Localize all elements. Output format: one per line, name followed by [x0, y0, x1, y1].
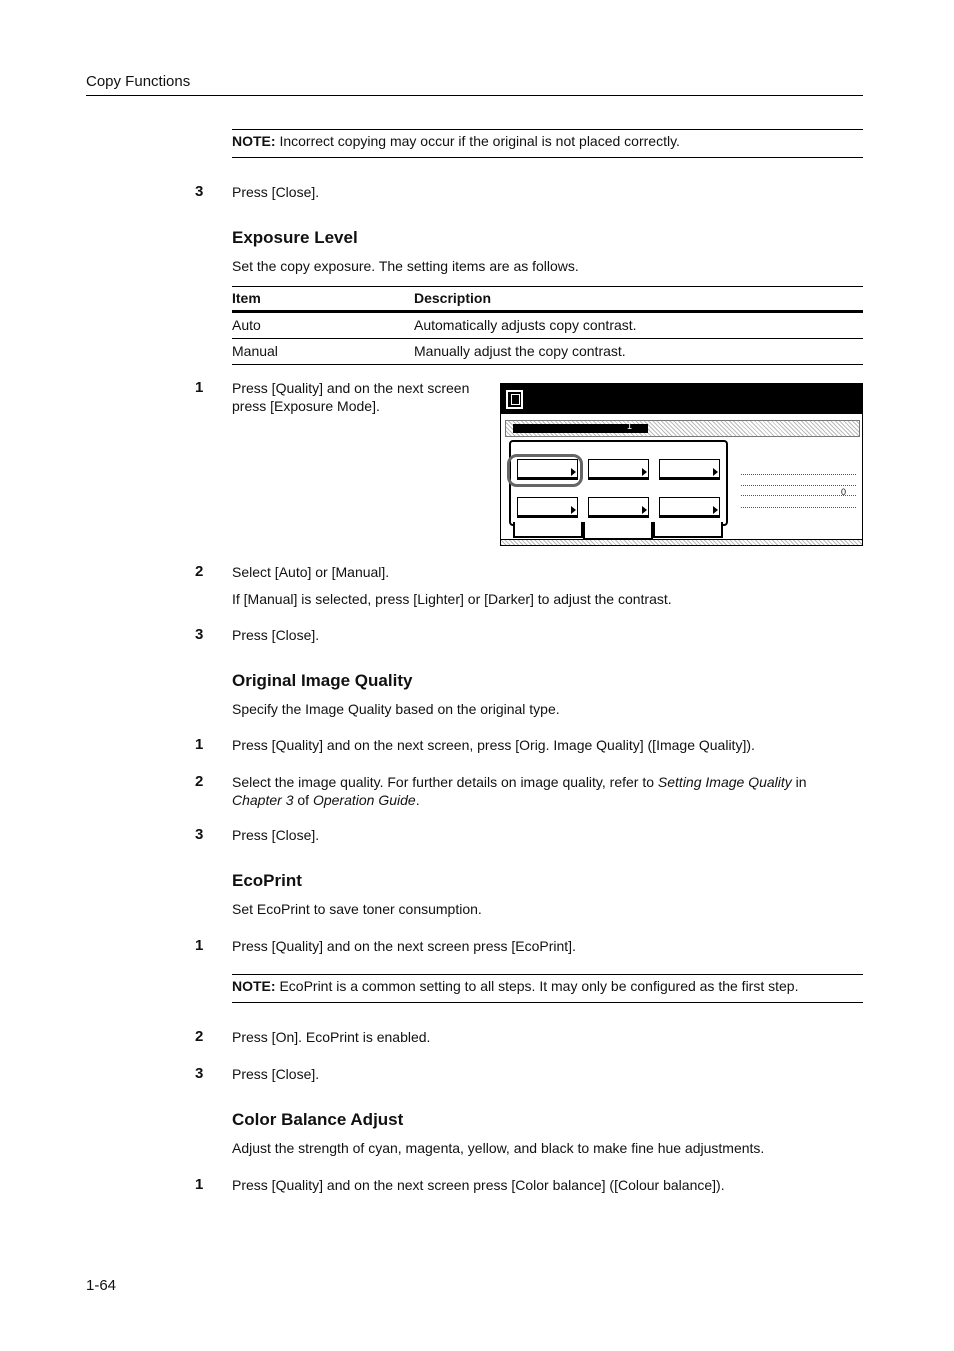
- table-header-item: Item: [232, 287, 414, 312]
- quality-option-button[interactable]: [588, 459, 649, 480]
- tab-right[interactable]: [653, 522, 723, 538]
- section-intro-color-balance: Adjust the strength of cyan, magenta, yellow, and black to make fine hue adjustments.: [232, 1140, 765, 1156]
- screen-titlebar: [501, 384, 862, 414]
- section-intro-original-image-quality: Specify the Image Quality based on the original type.: [232, 701, 560, 717]
- table-cell: Manual: [232, 339, 414, 365]
- tab-center[interactable]: [583, 522, 653, 540]
- table-header-description: Description: [414, 287, 863, 312]
- step-subtext: If [Manual] is selected, press [Lighter] or [Darker] to adjust the contrast.: [232, 591, 672, 607]
- step-text: Press [On]. EcoPrint is enabled.: [232, 1029, 431, 1045]
- step-text: Press [Quality] and on the next screen, press [Orig. Image Quality] ([Image Quality]).: [232, 737, 755, 753]
- step-text: Press [Close].: [232, 827, 320, 843]
- note-text: EcoPrint is a common setting to all steps. It may only be configured as the first step.: [275, 978, 799, 994]
- table-row: [232, 312, 863, 339]
- step-text-with-reference: [232, 773, 863, 809]
- note-placement: [232, 129, 863, 158]
- step-text: Press [Close].: [232, 1066, 320, 1082]
- reference-chapter: Chapter 3: [232, 792, 294, 808]
- exposure-value: 0: [841, 487, 847, 497]
- step-text-part: .: [415, 792, 420, 808]
- quality-option-button[interactable]: [659, 459, 720, 480]
- header-divider: [86, 95, 863, 96]
- step-text: Press [Close].: [232, 184, 320, 200]
- section-heading-exposure: Exposure Level: [232, 228, 358, 247]
- step-text-part: in: [791, 774, 807, 790]
- step-number: 3: [195, 826, 204, 843]
- step-number: 1: [195, 736, 204, 753]
- table-cell: Automatically adjusts copy contrast.: [414, 312, 863, 339]
- step-text: Press [Quality] and on the next screen press [Exposure Mode].: [232, 380, 470, 414]
- settings-line: [741, 507, 856, 508]
- settings-line: [741, 495, 856, 496]
- step-text-part: of: [293, 792, 313, 808]
- note-label: NOTE:: [232, 133, 276, 149]
- settings-line: [741, 474, 856, 475]
- copy-icon: [506, 390, 523, 409]
- table-cell: Auto: [232, 312, 414, 339]
- exposure-mode-screen-illustration: [500, 383, 863, 546]
- quality-option-button[interactable]: [517, 497, 578, 518]
- note-text: Incorrect copying may occur if the original is not placed correctly.: [275, 133, 680, 149]
- selection-highlight: [507, 454, 583, 487]
- screen-bottom-bar: [501, 539, 862, 545]
- exposure-settings-table: [232, 286, 863, 365]
- note-label: NOTE:: [232, 978, 276, 994]
- step-number: 2: [195, 773, 204, 790]
- step-text: Press [Close].: [232, 627, 320, 643]
- table-cell: Manually adjust the copy contrast.: [414, 339, 863, 365]
- quality-option-button[interactable]: [588, 497, 649, 518]
- reference-guide: Operation Guide: [312, 792, 416, 808]
- note-ecoprint: [232, 974, 863, 1003]
- step-text: Select [Auto] or [Manual].: [232, 564, 390, 580]
- progress-bar: [513, 421, 648, 433]
- step-number: 1: [195, 379, 204, 396]
- step-text-part: Select the image quality. For further details on image quality, refer to: [232, 774, 658, 790]
- table-row: [232, 339, 863, 365]
- step-number: 1: [195, 937, 204, 954]
- section-intro-ecoprint: Set EcoPrint to save toner consumption.: [232, 901, 482, 917]
- section-heading-original-image-quality: Original Image Quality: [232, 671, 413, 690]
- step-number: 2: [195, 1028, 204, 1045]
- step-text: Press [Quality] and on the next screen press [Color balance] ([Colour balance]).: [232, 1177, 725, 1193]
- section-heading-ecoprint: EcoPrint: [232, 871, 302, 890]
- step-number: 3: [195, 1065, 204, 1082]
- step-number: 3: [195, 183, 204, 200]
- step-number: 3: [195, 626, 204, 643]
- settings-line: [741, 485, 856, 486]
- quality-option-button[interactable]: [659, 497, 720, 518]
- step-number: 1: [195, 1176, 204, 1193]
- table-header-row: [232, 287, 863, 312]
- step-text: Press [Quality] and on the next screen press [EcoPrint].: [232, 938, 576, 954]
- progress-label: 1: [626, 421, 632, 431]
- tab-left[interactable]: [513, 522, 583, 538]
- section-intro-exposure: Set the copy exposure. The setting items are as follows.: [232, 258, 579, 274]
- page-header-title: Copy Functions: [86, 73, 191, 90]
- section-heading-color-balance: Color Balance Adjust: [232, 1110, 404, 1129]
- step-number: 2: [195, 563, 204, 580]
- reference-title: Setting Image Quality: [657, 774, 792, 790]
- page-number: 1-64: [86, 1277, 117, 1294]
